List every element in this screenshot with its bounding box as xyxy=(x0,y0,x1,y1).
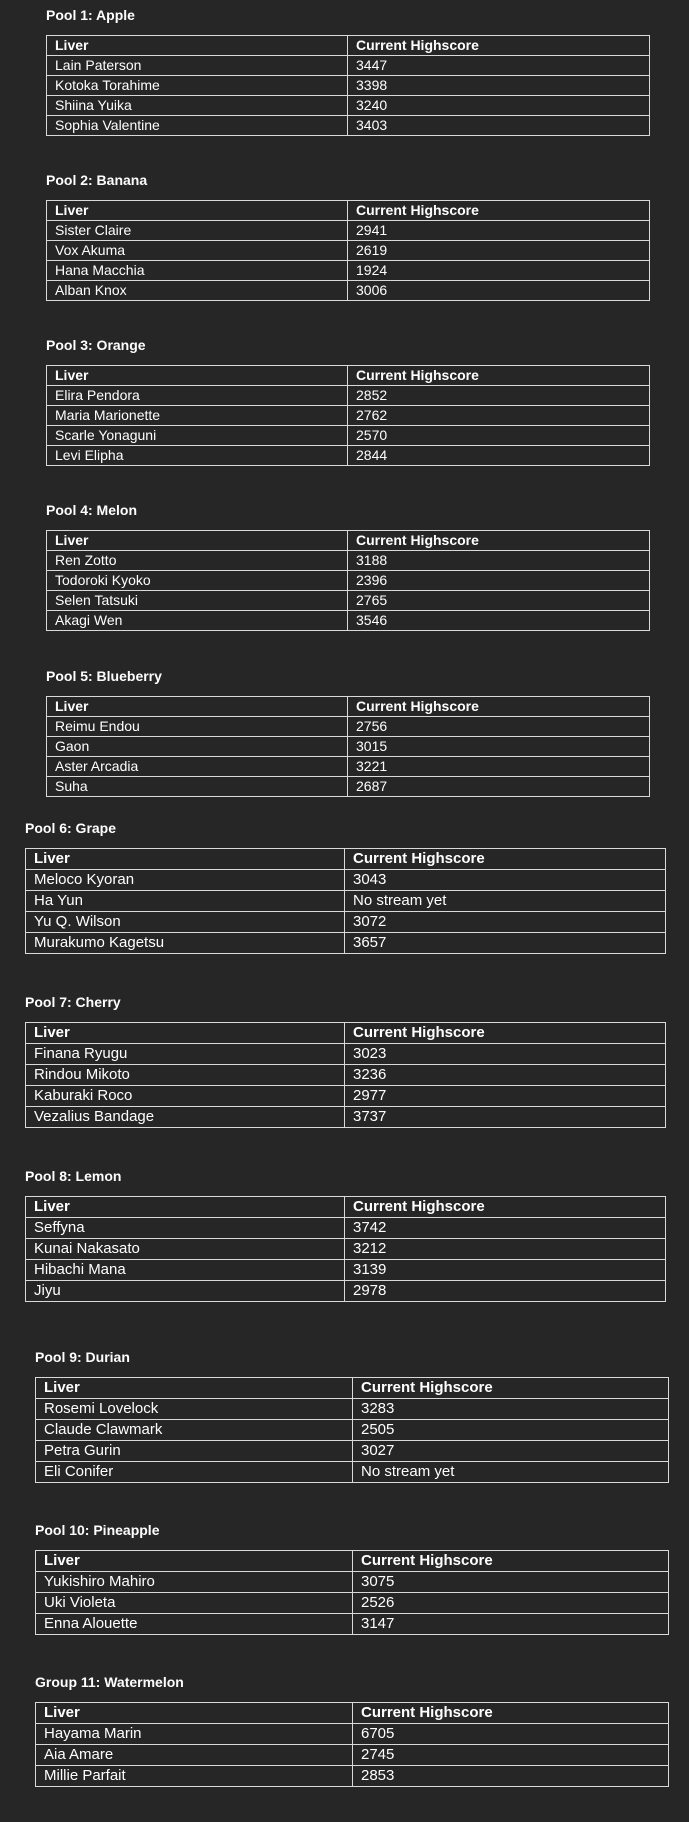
highscore-cell: No stream yet xyxy=(353,1462,669,1483)
highscore-cell: 3147 xyxy=(353,1614,669,1635)
liver-cell: Hayama Marin xyxy=(36,1724,353,1745)
table-row xyxy=(26,1044,666,1065)
pool-8-table xyxy=(25,1196,666,1302)
highscore-cell: 2978 xyxy=(345,1281,666,1302)
liver-cell: Hana Macchia xyxy=(47,261,348,281)
highscore-cell: 2853 xyxy=(353,1766,669,1787)
highscore-cell: 2619 xyxy=(348,241,650,261)
table-header-row xyxy=(26,1197,666,1218)
liver-cell: Kaburaki Roco xyxy=(26,1086,345,1107)
liver-cell: Eli Conifer xyxy=(36,1462,353,1483)
table-row xyxy=(47,446,650,466)
pool-2-title: Pool 2: Banana xyxy=(46,172,148,188)
table-row xyxy=(26,933,666,954)
highscore-cell: 3006 xyxy=(348,281,650,301)
highscore-cell: 3240 xyxy=(348,96,650,116)
liver-column-header: Liver xyxy=(47,36,348,56)
table-row xyxy=(47,386,650,406)
highscore-cell: 2941 xyxy=(348,221,650,241)
liver-cell: Enna Alouette xyxy=(36,1614,353,1635)
liver-cell: Aia Amare xyxy=(36,1745,353,1766)
highscore-cell: 2762 xyxy=(348,406,650,426)
liver-cell: Claude Clawmark xyxy=(36,1420,353,1441)
table-row xyxy=(47,116,650,136)
liver-cell: Kotoka Torahime xyxy=(47,76,348,96)
table-row xyxy=(26,1260,666,1281)
liver-cell: Sister Claire xyxy=(47,221,348,241)
liver-cell: Rindou Mikoto xyxy=(26,1065,345,1086)
highscore-cell: 3027 xyxy=(353,1441,669,1462)
liver-cell: Ha Yun xyxy=(26,891,345,912)
highscore-cell: 3072 xyxy=(345,912,666,933)
table-row xyxy=(47,56,650,76)
highscore-column-header: Current Highscore xyxy=(353,1378,669,1399)
highscore-column-header: Current Highscore xyxy=(348,201,650,221)
liver-cell: Petra Gurin xyxy=(36,1441,353,1462)
highscore-cell: 6705 xyxy=(353,1724,669,1745)
liver-cell: Seffyna xyxy=(26,1218,345,1239)
table-row xyxy=(26,1065,666,1086)
table-row xyxy=(36,1462,669,1483)
liver-cell: Elira Pendora xyxy=(47,386,348,406)
liver-cell: Selen Tatsuki xyxy=(47,591,348,611)
highscore-column-header: Current Highscore xyxy=(348,36,650,56)
liver-cell: Todoroki Kyoko xyxy=(47,571,348,591)
liver-column-header: Liver xyxy=(26,1197,345,1218)
table-header-row xyxy=(36,1703,669,1724)
pool-10-table xyxy=(35,1550,669,1635)
table-row xyxy=(36,1724,669,1745)
liver-cell: Rosemi Lovelock xyxy=(36,1399,353,1420)
table-header-row xyxy=(36,1378,669,1399)
table-row xyxy=(26,1107,666,1128)
liver-column-header: Liver xyxy=(36,1703,353,1724)
pool-10-title: Pool 10: Pineapple xyxy=(35,1522,160,1538)
highscore-cell: 3075 xyxy=(353,1572,669,1593)
table-row xyxy=(36,1614,669,1635)
table-row xyxy=(47,611,650,631)
highscore-cell: 2505 xyxy=(353,1420,669,1441)
highscore-cell: 3139 xyxy=(345,1260,666,1281)
table-row xyxy=(36,1399,669,1420)
table-row xyxy=(36,1766,669,1787)
pool-7-title: Pool 7: Cherry xyxy=(25,994,121,1010)
pool-6-title: Pool 6: Grape xyxy=(25,820,117,836)
table-row xyxy=(47,717,650,737)
highscore-cell: 3742 xyxy=(345,1218,666,1239)
liver-cell: Alban Knox xyxy=(47,281,348,301)
table-header-row xyxy=(47,201,650,221)
highscore-column-header: Current Highscore xyxy=(353,1551,669,1572)
highscore-cell: 3283 xyxy=(353,1399,669,1420)
liver-cell: Millie Parfait xyxy=(36,1766,353,1787)
liver-column-header: Liver xyxy=(36,1551,353,1572)
pool-9-table xyxy=(35,1377,669,1483)
table-row xyxy=(36,1572,669,1593)
pool-1-table xyxy=(46,35,650,136)
highscore-cell: No stream yet xyxy=(345,891,666,912)
table-row xyxy=(26,1239,666,1260)
pool-1-title: Pool 1: Apple xyxy=(46,7,135,23)
liver-cell: Yukishiro Mahiro xyxy=(36,1572,353,1593)
highscore-column-header: Current Highscore xyxy=(353,1703,669,1724)
liver-cell: Murakumo Kagetsu xyxy=(26,933,345,954)
liver-cell: Aster Arcadia xyxy=(47,757,348,777)
liver-cell: Scarle Yonaguni xyxy=(47,426,348,446)
liver-cell: Uki Violeta xyxy=(36,1593,353,1614)
table-row xyxy=(47,76,650,96)
liver-cell: Finana Ryugu xyxy=(26,1044,345,1065)
table-row xyxy=(47,406,650,426)
highscore-cell: 3188 xyxy=(348,551,650,571)
pool-4-table xyxy=(46,530,650,631)
highscore-cell: 3023 xyxy=(345,1044,666,1065)
table-row xyxy=(47,221,650,241)
highscore-cell: 1924 xyxy=(348,261,650,281)
pool-4-title: Pool 4: Melon xyxy=(46,502,137,518)
table-header-row xyxy=(26,1023,666,1044)
highscore-cell: 2977 xyxy=(345,1086,666,1107)
highscore-cell: 2526 xyxy=(353,1593,669,1614)
highscore-cell: 2852 xyxy=(348,386,650,406)
table-row xyxy=(26,1086,666,1107)
liver-cell: Meloco Kyoran xyxy=(26,870,345,891)
highscore-cell: 3221 xyxy=(348,757,650,777)
highscore-cell: 3737 xyxy=(345,1107,666,1128)
pool-2-table xyxy=(46,200,650,301)
table-row xyxy=(47,261,650,281)
highscore-column-header: Current Highscore xyxy=(345,1023,666,1044)
table-row xyxy=(47,241,650,261)
pool-11-title: Group 11: Watermelon xyxy=(35,1674,184,1690)
highscore-cell: 3398 xyxy=(348,76,650,96)
highscore-cell: 3015 xyxy=(348,737,650,757)
liver-cell: Shiina Yuika xyxy=(47,96,348,116)
liver-column-header: Liver xyxy=(26,849,345,870)
table-row xyxy=(47,571,650,591)
highscore-cell: 2765 xyxy=(348,591,650,611)
highscore-cell: 2396 xyxy=(348,571,650,591)
highscore-cell: 2687 xyxy=(348,777,650,797)
pool-6-table xyxy=(25,848,666,954)
pool-3-title: Pool 3: Orange xyxy=(46,337,146,353)
highscore-cell: 3546 xyxy=(348,611,650,631)
liver-cell: Lain Paterson xyxy=(47,56,348,76)
table-row xyxy=(47,96,650,116)
table-header-row xyxy=(36,1551,669,1572)
highscore-cell: 2570 xyxy=(348,426,650,446)
pool-5-table xyxy=(46,696,650,797)
liver-cell: Hibachi Mana xyxy=(26,1260,345,1281)
table-row xyxy=(36,1593,669,1614)
highscore-column-header: Current Highscore xyxy=(348,531,650,551)
liver-column-header: Liver xyxy=(47,697,348,717)
pool-5-title: Pool 5: Blueberry xyxy=(46,668,162,684)
table-header-row xyxy=(26,849,666,870)
liver-column-header: Liver xyxy=(47,366,348,386)
table-row xyxy=(36,1441,669,1462)
table-row xyxy=(36,1420,669,1441)
highscore-cell: 3657 xyxy=(345,933,666,954)
table-row xyxy=(26,1218,666,1239)
liver-cell: Reimu Endou xyxy=(47,717,348,737)
liver-column-header: Liver xyxy=(47,531,348,551)
liver-cell: Ren Zotto xyxy=(47,551,348,571)
liver-cell: Sophia Valentine xyxy=(47,116,348,136)
liver-cell: Levi Elipha xyxy=(47,446,348,466)
table-row xyxy=(47,551,650,571)
table-row xyxy=(26,870,666,891)
table-row xyxy=(47,757,650,777)
table-row xyxy=(26,1281,666,1302)
highscore-column-header: Current Highscore xyxy=(348,366,650,386)
liver-cell: Akagi Wen xyxy=(47,611,348,631)
table-row xyxy=(47,426,650,446)
highscore-cell: 2745 xyxy=(353,1745,669,1766)
liver-cell: Gaon xyxy=(47,737,348,757)
highscore-cell: 2756 xyxy=(348,717,650,737)
table-header-row xyxy=(47,366,650,386)
pool-11-table xyxy=(35,1702,669,1787)
liver-cell: Vezalius Bandage xyxy=(26,1107,345,1128)
liver-cell: Jiyu xyxy=(26,1281,345,1302)
table-header-row xyxy=(47,36,650,56)
highscore-cell: 3212 xyxy=(345,1239,666,1260)
highscore-column-header: Current Highscore xyxy=(345,849,666,870)
liver-cell: Kunai Nakasato xyxy=(26,1239,345,1260)
table-row xyxy=(47,777,650,797)
pool-8-title: Pool 8: Lemon xyxy=(25,1168,122,1184)
table-row xyxy=(26,912,666,933)
liver-cell: Suha xyxy=(47,777,348,797)
pool-9-title: Pool 9: Durian xyxy=(35,1349,130,1365)
highscore-column-header: Current Highscore xyxy=(345,1197,666,1218)
highscore-cell: 3447 xyxy=(348,56,650,76)
liver-column-header: Liver xyxy=(47,201,348,221)
table-row xyxy=(47,737,650,757)
table-row xyxy=(47,591,650,611)
pool-3-table xyxy=(46,365,650,466)
table-row xyxy=(26,891,666,912)
table-row xyxy=(47,281,650,301)
highscore-cell: 3236 xyxy=(345,1065,666,1086)
highscore-cell: 3403 xyxy=(348,116,650,136)
liver-cell: Vox Akuma xyxy=(47,241,348,261)
table-header-row xyxy=(47,531,650,551)
liver-column-header: Liver xyxy=(36,1378,353,1399)
liver-column-header: Liver xyxy=(26,1023,345,1044)
table-header-row xyxy=(47,697,650,717)
liver-cell: Maria Marionette xyxy=(47,406,348,426)
highscore-cell: 3043 xyxy=(345,870,666,891)
highscore-column-header: Current Highscore xyxy=(348,697,650,717)
highscore-cell: 2844 xyxy=(348,446,650,466)
liver-cell: Yu Q. Wilson xyxy=(26,912,345,933)
pool-7-table xyxy=(25,1022,666,1128)
table-row xyxy=(36,1745,669,1766)
